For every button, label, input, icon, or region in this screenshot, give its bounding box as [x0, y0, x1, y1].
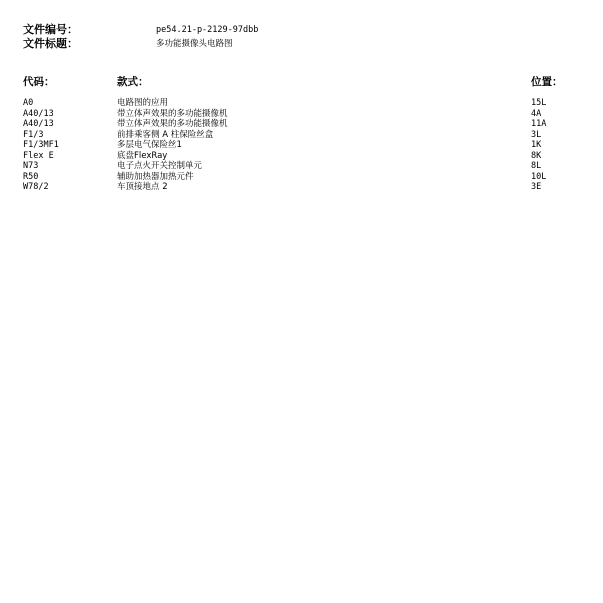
- row-position: 3E: [531, 182, 542, 192]
- row-description: 前排乘客侧 A 柱保险丝盒: [117, 129, 214, 140]
- row-description: 带立体声效果的多功能摄像机: [117, 119, 228, 129]
- table-row: [23, 161, 583, 172]
- row-description: 车顶接地点 2: [117, 182, 168, 192]
- row-code: A40/13: [23, 108, 54, 119]
- row-code: F1/3MF1: [23, 140, 59, 150]
- file-number-label: 文件编号：: [23, 23, 78, 36]
- row-position: 1K: [531, 140, 542, 150]
- row-position: 8K: [531, 150, 542, 161]
- table-row: [23, 130, 583, 141]
- file-title-value: 多功能摄像头电路图: [156, 39, 233, 49]
- row-code: Flex E: [23, 150, 54, 161]
- table-row: [23, 109, 583, 120]
- table-row: [23, 182, 583, 193]
- table-row: [23, 98, 583, 109]
- row-position: 3L: [531, 129, 542, 140]
- column-header-code: 代码：: [23, 76, 55, 88]
- row-code: W78/2: [23, 182, 49, 192]
- file-title-label: 文件标题：: [23, 37, 78, 50]
- row-description: 底盘FlexRay: [117, 150, 168, 161]
- row-description: 电子点火开关控制单元: [117, 161, 203, 171]
- file-number-value: pe54.21-p-2129-97dbb: [156, 25, 259, 35]
- column-header-style: 款式：: [117, 76, 149, 88]
- table-row: [23, 172, 583, 183]
- table-row: [23, 119, 583, 130]
- table-row: [23, 140, 583, 151]
- row-code: A0: [23, 98, 34, 108]
- column-header-position: 位置：: [531, 76, 563, 88]
- row-description: 辅助加热器加热元件: [117, 171, 194, 182]
- row-description: 带立体声效果的多功能摄像机: [117, 108, 228, 119]
- row-code: F1/3: [23, 129, 44, 140]
- row-position: 8L: [531, 161, 542, 171]
- row-position: 4A: [531, 108, 542, 119]
- row-code: R50: [23, 171, 39, 182]
- row-description: 电路图的应用: [117, 98, 169, 108]
- component-table: [23, 98, 583, 193]
- row-position: 11A: [531, 119, 547, 129]
- row-code: A40/13: [23, 119, 54, 129]
- row-position: 15L: [531, 98, 547, 108]
- row-description: 多层电气保险丝1: [117, 140, 182, 150]
- row-code: N73: [23, 161, 39, 171]
- row-position: 10L: [531, 171, 547, 182]
- table-row: [23, 151, 583, 162]
